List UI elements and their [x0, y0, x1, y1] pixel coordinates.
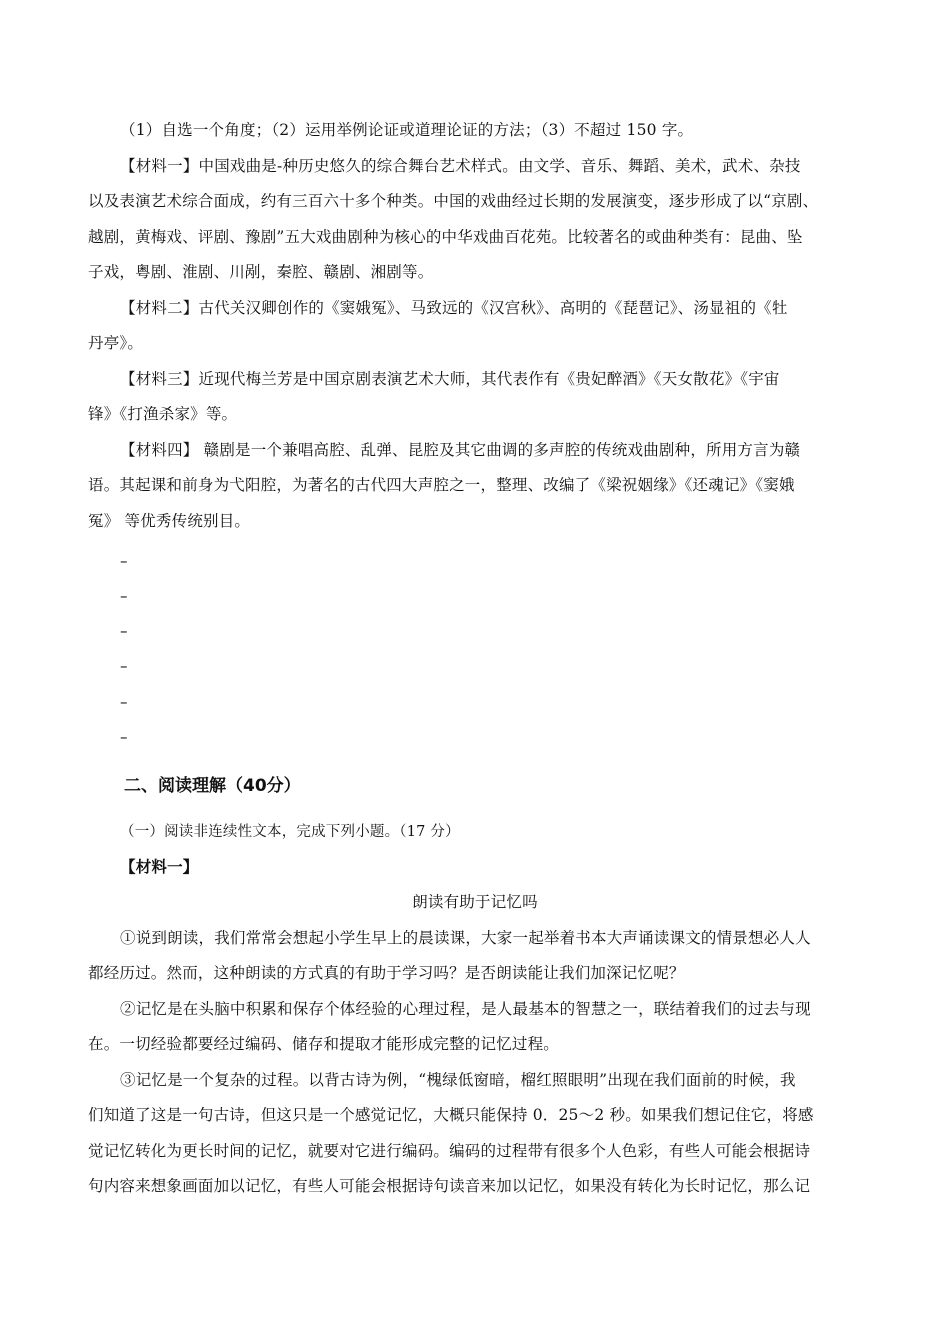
material-2-line-1: 【材料二】古代关汉卿创作的《窦娥冤》、马致远的《汉宫秋》、高明的《琵琶记》、汤显祖的《牡 — [120, 299, 788, 317]
material-label: 【材料一】 — [120, 858, 199, 876]
material-4-line-2: 语。其起课和前身为弋阳腔，为著名的古代四大声腔之一，整理、改编了《梁祝姻缘》《还魂记》《窦娥 — [88, 476, 795, 494]
material-3-line-2: 锋》《打渔杀家》等。 — [88, 405, 238, 423]
answer-line: – — [120, 693, 128, 711]
material-3-line-1: 【材料三】近现代梅兰芳是中国京剧表演艺术大师，其代表作有《贵妃醉酒》《天女散花》《宇宙 — [120, 370, 780, 388]
answer-line: – — [120, 657, 128, 675]
material-4-line-1: 【材料四】 赣剧是一个兼唱高腔、乱弹、昆腔及其它曲调的多声腔的传统戏曲剧种，所用方言为赣 — [120, 441, 801, 459]
material-2-line-2: 丹亭》。 — [88, 334, 144, 352]
paragraph-2-line-1: ②记忆是在头脑中积累和保存个体经验的心理过程，是人最基本的智慧之一，联结着我们的过去与现 — [120, 1000, 811, 1018]
material-1-line-3: 越剧，黄梅戏、评剧、豫剧”五大戏曲剧种为核心的中华戏曲百花苑。比较著名的或曲种类有：昆曲、坠 — [88, 228, 803, 246]
paragraph-1-line-1: ①说到朗读，我们常常会想起小学生早上的晨读课，大家一起举着书本大声诵读课文的情景想必人人 — [120, 929, 811, 947]
section-heading: 二、阅读理解（40分） — [124, 776, 301, 796]
answer-line: – — [120, 587, 128, 605]
writing-requirements: （1）自选一个角度；（2）运用举例论证或道理论证的方法；（3）不超过 150 字。 — [120, 121, 694, 139]
answer-line: – — [120, 728, 128, 746]
paragraph-3-line-2: 们知道了这是一句古诗，但这只是一个感觉记忆，大概只能保持 0．25～2 秒。如果我们想记住它，将感 — [88, 1106, 814, 1124]
answer-line: – — [120, 552, 128, 570]
material-1-line-1: 【材料一】中国戏曲是-种历史悠久的综合舞台艺术样式。由文学、音乐、舞蹈、美术，武术、杂技 — [120, 157, 801, 175]
paragraph-3-line-3: 觉记忆转化为更长时间的记忆，就要对它进行编码。编码的过程带有很多个人色彩，有些人可能会根据诗 — [88, 1142, 811, 1160]
part-instruction: （一）阅读非连续性文本，完成下列小题。（17 分） — [120, 824, 460, 840]
answer-line: – — [120, 622, 128, 640]
material-1-line-4: 子戏，粤剧、淮剧、川剐，秦腔、赣剧、湘剧等。 — [88, 263, 434, 281]
paragraph-3-line-4: 句内容来想象画面加以记忆，有些人可能会根据诗句读音来加以记忆，如果没有转化为长时记忆，那么记 — [88, 1177, 811, 1195]
material-1-line-2: 以及表演艺术综合面成，约有三百六十多个种类。中国的戏曲经过长期的发展演变，逐步形成了以“京剧、 — [88, 192, 819, 210]
article-title: 朗读有助于记忆吗 — [412, 893, 538, 911]
material-4-line-3: 冤》 等优秀传统别目。 — [88, 512, 251, 530]
paragraph-3-line-1: ③记忆是一个复杂的过程。以背古诗为例，“槐绿低窗暗，榴红照眼明”出现在我们面前的时候，我 — [120, 1071, 796, 1089]
paragraph-1-line-2: 都经历过。然而，这种朗读的方式真的有助于学习吗？是否朗读能让我们加深记忆呢？ — [88, 964, 685, 982]
paragraph-2-line-2: 在。一切经验都要经过编码、储存和提取才能形成完整的记忆过程。 — [88, 1035, 560, 1053]
